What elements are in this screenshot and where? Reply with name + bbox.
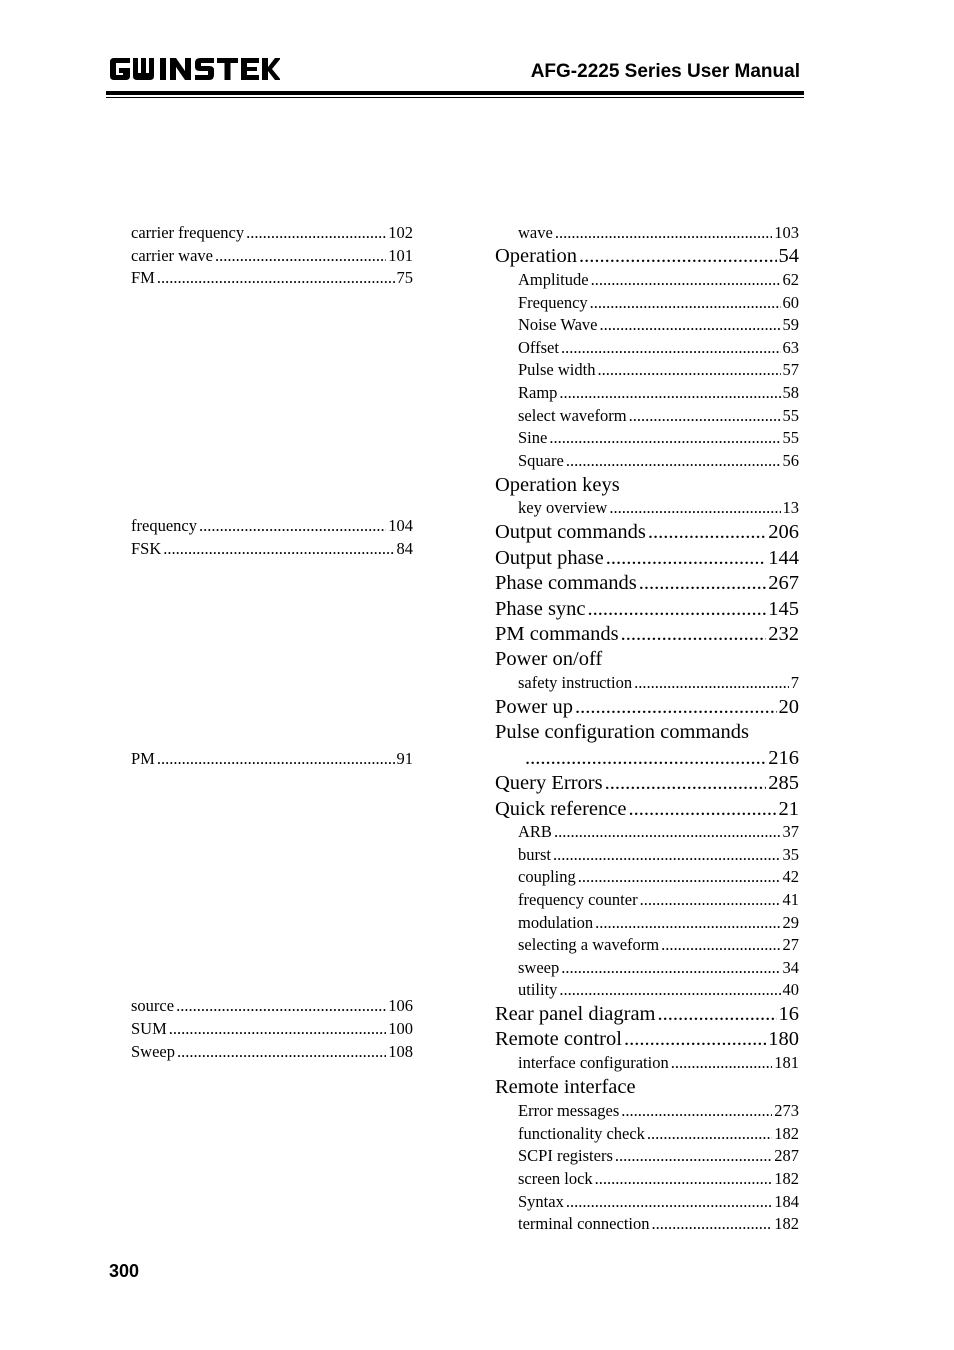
index-subentry: interface configuration ..... 181 xyxy=(518,1052,799,1074)
index-subentry: Sine ..... 55 xyxy=(518,427,799,449)
index-subentry: Offset ..... 63 xyxy=(518,337,799,359)
index-entry: PM ..... 91 xyxy=(131,748,413,770)
index-subentry: coupling ..... 42 xyxy=(518,866,799,888)
index-subentry: key overview ..... 13 xyxy=(518,497,799,519)
index-entry: Query Errors ..... 285 xyxy=(495,771,799,796)
index-subentry: Frequency ..... 60 xyxy=(518,292,799,314)
index-entry: Phase commands ..... 267 xyxy=(495,571,799,596)
index-entry: PM commands ..... 232 xyxy=(495,622,799,647)
index-entry: Sweep ..... 108 xyxy=(131,1041,413,1063)
index-subentry: selecting a waveform ..... 27 xyxy=(518,934,799,956)
index-entry: carrier wave ..... 101 xyxy=(131,245,413,267)
index-entry: carrier frequency ..... 102 xyxy=(131,222,413,244)
index-subentry: Square ..... 56 xyxy=(518,450,799,472)
header-rule xyxy=(106,91,804,95)
index-entry: Rear panel diagram ..... 16 xyxy=(495,1002,799,1027)
index-subentry: functionality check ..... 182 xyxy=(518,1123,799,1145)
page-number: 300 xyxy=(109,1261,140,1281)
index-heading: Power on/off xyxy=(495,648,603,670)
index-heading: Operation keys xyxy=(495,474,620,496)
index-entry: Output commands ..... 206 xyxy=(495,520,799,545)
header-rule-thin xyxy=(106,97,804,98)
manual-title: AFG-2225 Series User Manual xyxy=(530,61,800,82)
index-subentry: Amplitude ..... 62 xyxy=(518,269,799,291)
index-subentry: SCPI registers ..... 287 xyxy=(518,1145,799,1167)
index-subentry: screen lock ..... 182 xyxy=(518,1168,799,1190)
index-entry: frequency ..... 104 xyxy=(131,515,413,537)
index-entry: FSK ..... 84 xyxy=(131,538,413,560)
index-entry-continuation: ..... 216 xyxy=(523,746,799,771)
index-subentry: wave ..... 103 xyxy=(518,222,799,244)
index-subentry: safety instruction ..... 7 xyxy=(518,672,799,694)
index-subentry: ARB ..... 37 xyxy=(518,821,799,843)
index-subentry: terminal connection ..... 182 xyxy=(518,1213,799,1235)
index-entry: Power up ..... 20 xyxy=(495,695,799,720)
index-subentry: Syntax ..... 184 xyxy=(518,1191,799,1213)
index-entry: Quick reference ..... 21 xyxy=(495,797,799,822)
index-entry: Output phase ..... 144 xyxy=(495,546,799,571)
index-heading: Remote interface xyxy=(495,1076,636,1098)
index-subentry: Pulse width ..... 57 xyxy=(518,359,799,381)
index-subentry: burst ..... 35 xyxy=(518,844,799,866)
index-subentry: frequency counter ..... 41 xyxy=(518,889,799,911)
index-entry: Operation ..... 54 xyxy=(495,244,799,269)
gw-instek-logo xyxy=(108,54,280,84)
index-subentry: Noise Wave ..... 59 xyxy=(518,314,799,336)
index-heading: Pulse configuration commands xyxy=(495,721,749,743)
index-subentry: sweep ..... 34 xyxy=(518,957,799,979)
index-entry: source ..... 106 xyxy=(131,995,413,1017)
index-entry: FM ..... 75 xyxy=(131,267,413,289)
index-subentry: select waveform ..... 55 xyxy=(518,405,799,427)
index-subentry: utility ..... 40 xyxy=(518,979,799,1001)
index-subentry: Error messages ..... 273 xyxy=(518,1100,799,1122)
index-entry: Remote control ..... 180 xyxy=(495,1027,799,1052)
index-entry: SUM ..... 100 xyxy=(131,1018,413,1040)
index-entry: Phase sync ..... 145 xyxy=(495,597,799,622)
index-subentry: Ramp ..... 58 xyxy=(518,382,799,404)
index-subentry: modulation ..... 29 xyxy=(518,912,799,934)
